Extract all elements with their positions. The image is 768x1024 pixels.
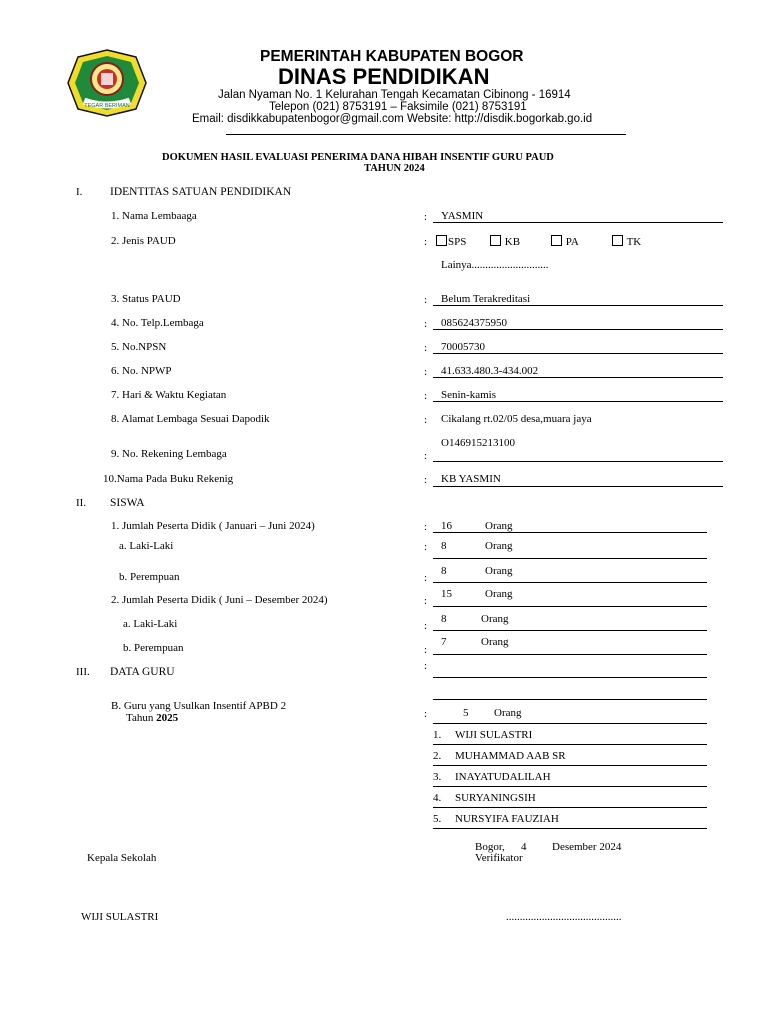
- field-underline: [433, 630, 707, 631]
- usulan-year: [126, 712, 178, 724]
- header-phone: Telepon (021) 8753191 – Faksimile (021) 8753191: [269, 101, 527, 113]
- field-underline: [433, 558, 707, 559]
- colon: :: [424, 521, 428, 533]
- svg-text:TEGAR BERIMAN: TEGAR BERIMAN: [84, 103, 130, 109]
- colon: :: [424, 414, 428, 426]
- field-label: 5. No.NPSN: [111, 341, 167, 353]
- field-value[interactable]: Senin-kamis: [441, 389, 496, 401]
- kepala-sekolah-label: Kepala Sekolah: [87, 852, 157, 864]
- checkbox-label: KB: [504, 236, 521, 248]
- colon: :: [424, 366, 428, 378]
- field-underline: [433, 401, 723, 402]
- section2-title: SISWA: [110, 497, 145, 509]
- field-value[interactable]: Cikalang rt.02/05 desa,muara jaya: [441, 413, 592, 425]
- usulan-year-prefix: Tahun: [126, 712, 157, 724]
- teacher-number: 5.: [433, 813, 442, 825]
- field-label: b. Perempuan: [123, 642, 184, 654]
- colon: :: [424, 644, 428, 656]
- count-value[interactable]: 8: [441, 540, 447, 552]
- field-underline: [433, 828, 707, 829]
- field-underline: [433, 377, 723, 378]
- section3-number: III.: [76, 666, 90, 678]
- signature-day: 4: [521, 841, 527, 853]
- section3-title: DATA GURU: [110, 666, 175, 678]
- unit-label: Orang: [485, 565, 513, 577]
- checkbox-label: SPS: [448, 236, 467, 248]
- colon: :: [424, 620, 428, 632]
- field-label: 10.Nama Pada Buku Rekenig: [103, 473, 234, 485]
- principal-name: WIJI SULASTRI: [81, 911, 159, 923]
- header-line1: PEMERINTAH KABUPATEN BOGOR: [260, 48, 524, 65]
- bogor-regency-logo: [66, 49, 148, 117]
- field-label: a. Laki-Laki: [119, 540, 174, 552]
- header-address: Jalan Nyaman No. 1 Kelurahan Tengah Kecamatan Cibinong - 16914: [218, 89, 571, 101]
- header-email: Email: disdikkabupatenbogor@gmail.com Website: http://disdik.bogorkab.go.id: [192, 113, 593, 125]
- field-value[interactable]: YASMIN: [441, 210, 484, 222]
- header-divider: [226, 134, 626, 135]
- colon: :: [424, 708, 428, 720]
- checkbox-tk[interactable]: [612, 235, 641, 248]
- field-value[interactable]: Belum Terakreditasi: [441, 293, 531, 305]
- field-underline: [433, 305, 723, 306]
- count-value[interactable]: 8: [441, 613, 447, 625]
- teacher-name[interactable]: NURSYIFA FAUZIAH: [455, 813, 559, 825]
- colon: :: [424, 595, 428, 607]
- checkbox-sps[interactable]: [436, 235, 466, 248]
- unit-label: Orang: [481, 636, 509, 648]
- colon: :: [424, 211, 428, 223]
- count-value[interactable]: 15: [441, 588, 452, 600]
- field-label: b. Perempuan: [119, 571, 180, 583]
- field-underline: [433, 807, 707, 808]
- checkbox-icon: [436, 235, 447, 246]
- unit-label: Orang: [481, 613, 509, 625]
- unit-label: Orang: [494, 707, 522, 719]
- colon: :: [424, 342, 428, 354]
- teacher-name[interactable]: MUHAMMAD AAB SR: [455, 750, 566, 762]
- unit-label: Orang: [485, 520, 513, 532]
- field-underline: [433, 744, 707, 745]
- teacher-name[interactable]: INAYATUDALILAH: [455, 771, 551, 783]
- field-value[interactable]: O146915213100: [441, 437, 515, 449]
- field-underline: [433, 329, 723, 330]
- field-value[interactable]: KB YASMIN: [441, 473, 501, 485]
- field-label: 6. No. NPWP: [111, 365, 172, 377]
- field-label: 2. Jenis PAUD: [111, 235, 176, 247]
- count-value[interactable]: 8: [441, 565, 447, 577]
- usulan-label: B. Guru yang Usulkan Insentif APBD 2: [111, 700, 287, 712]
- field-label: 1. Nama Lembaaga: [111, 210, 197, 222]
- field-label: 3. Status PAUD: [111, 293, 181, 305]
- section2-number: II.: [76, 497, 87, 509]
- field-label: 8. Alamat Lembaga Sesuai Dapodik: [111, 413, 270, 425]
- field-underline: [433, 723, 707, 724]
- teacher-number: 1.: [433, 729, 442, 741]
- colon: :: [424, 318, 428, 330]
- colon: :: [424, 236, 428, 248]
- count-value[interactable]: 16: [441, 520, 452, 532]
- field-underline: [433, 353, 723, 354]
- signature-month-year: Desember 2024: [552, 841, 622, 853]
- field-underline: [433, 677, 707, 678]
- field-label: 1. Jumlah Peserta Didik ( Januari – Juni 2024): [111, 520, 315, 532]
- section1-number: I.: [76, 186, 83, 198]
- colon: :: [424, 390, 428, 402]
- field-underline: [433, 765, 707, 766]
- field-underline: [433, 532, 707, 533]
- colon: :: [424, 474, 428, 486]
- lainya-field[interactable]: Lainya............................: [441, 259, 549, 271]
- field-underline: [433, 461, 723, 462]
- verifikator-label: Verifikator: [475, 852, 523, 864]
- colon: :: [424, 450, 428, 462]
- checkbox-label: TK: [626, 236, 642, 248]
- field-underline: [433, 786, 707, 787]
- field-label: a. Laki-Laki: [123, 618, 178, 630]
- unit-label: Orang: [485, 540, 513, 552]
- section1-title: IDENTITAS SATUAN PENDIDIKAN: [110, 186, 292, 198]
- checkbox-label: PA: [565, 236, 579, 248]
- teacher-number: 2.: [433, 750, 442, 762]
- field-value[interactable]: 085624375950: [441, 317, 507, 329]
- colon: :: [424, 660, 428, 672]
- document-title-line2: TAHUN 2024: [364, 163, 425, 174]
- teacher-number: 3.: [433, 771, 442, 783]
- field-underline: [433, 222, 723, 223]
- verifikator-signature-line[interactable]: ..........................................: [506, 911, 622, 923]
- field-underline: [433, 606, 707, 607]
- checkbox-icon: [551, 235, 562, 246]
- field-underline: [433, 699, 707, 700]
- checkbox-icon: [612, 235, 623, 246]
- field-label: 4. No. Telp.Lembaga: [111, 317, 204, 329]
- usulan-year-value: 2025: [156, 712, 179, 724]
- field-value[interactable]: 41.633.480.3-434.002: [441, 365, 539, 377]
- field-underline: [433, 582, 707, 583]
- checkbox-pa[interactable]: [551, 235, 579, 248]
- field-label: 7. Hari & Waktu Kegiatan: [111, 389, 227, 401]
- colon: :: [424, 294, 428, 306]
- count-value[interactable]: 7: [441, 636, 447, 648]
- checkbox-icon: [490, 235, 501, 246]
- teacher-name[interactable]: SURYANINGSIH: [455, 792, 536, 804]
- unit-label: Orang: [485, 588, 513, 600]
- field-value[interactable]: 70005730: [441, 341, 485, 353]
- header-line2: DINAS PENDIDIKAN: [278, 64, 490, 89]
- field-underline: [433, 486, 723, 487]
- field-underline: [433, 654, 707, 655]
- teacher-name[interactable]: WIJI SULASTRI: [455, 729, 533, 741]
- colon: :: [424, 572, 428, 584]
- document-title-line1: DOKUMEN HASIL EVALUASI PENERIMA DANA HIBAH INSENTIF GURU PAUD: [162, 152, 554, 163]
- colon: :: [424, 541, 428, 553]
- teacher-number: 4.: [433, 792, 442, 804]
- checkbox-kb[interactable]: [490, 235, 520, 248]
- signature-place: Bogor,: [475, 841, 505, 853]
- field-label: 2. Jumlah Peserta Didik ( Juni – Desember 2024): [111, 594, 328, 606]
- usulan-count[interactable]: 5: [463, 707, 469, 719]
- field-label: 9. No. Rekening Lembaga: [111, 448, 227, 460]
